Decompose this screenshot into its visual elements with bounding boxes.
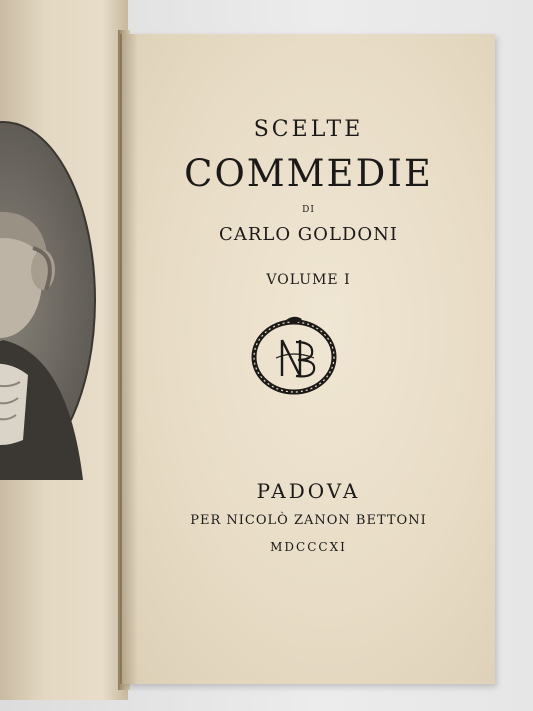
author-preposition: DI xyxy=(302,205,315,215)
main-title: COMMEDIE xyxy=(184,152,433,195)
ouroboros-monogram-icon xyxy=(248,310,340,400)
imprint-city: PADOVA xyxy=(256,479,361,503)
title-line-scelte: SCELTE xyxy=(253,117,364,142)
imprint-year: MDCCCXI xyxy=(270,540,347,554)
imprint-publisher: PER NICOLÒ ZANON BETTONI xyxy=(190,513,427,528)
author-name: CARLO GOLDONI xyxy=(219,224,398,245)
volume-label: VOLUME I xyxy=(266,272,351,288)
engraved-portrait-icon xyxy=(0,120,98,480)
frontispiece-page xyxy=(0,0,128,700)
